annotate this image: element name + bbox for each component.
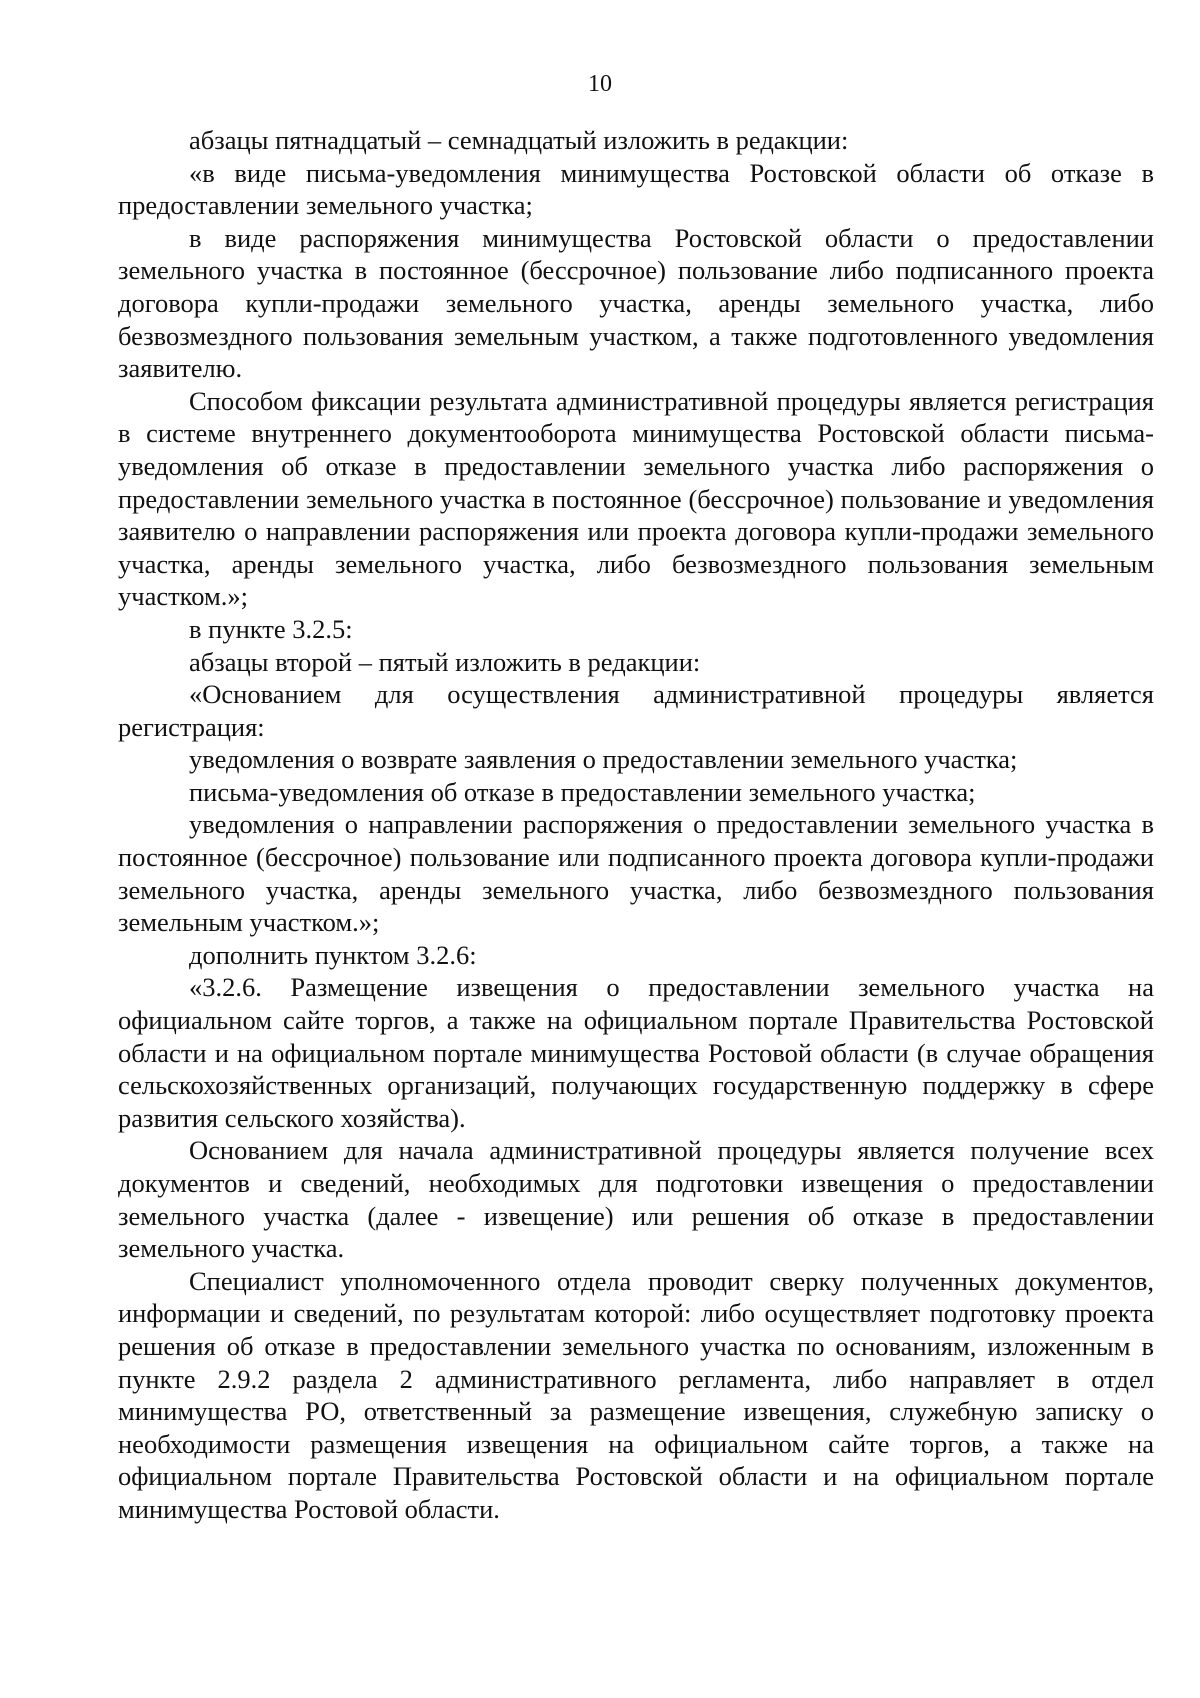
paragraph-8: уведомления о возврате заявления о предоставлении земельного участка;: [189, 744, 1018, 775]
paragraph-9: письма-уведомления об отказе в предоставлении земельного участка;: [189, 776, 976, 807]
paragraph-7: «Основанием для осуществления административной процедуры является регистрация:: [118, 679, 1154, 742]
paragraph-5: в пункте 3.2.5:: [189, 613, 353, 644]
paragraph-11: дополнить пунктом 3.2.6:: [189, 939, 477, 970]
document-body: [118, 124, 1154, 1526]
paragraph-4: Способом фиксации результата административной процедуры является регистрация в системе внутреннего документооборота минимущества Ростовской области письма-уведомления об отказе в предоставлении земельного участка либо распоряжения о предоставлении земельного участка в постоянное (бессрочное) пользование и уведомления заявителю о направлении распоряжения или проекта договора купли-продажи земельного участка, аренды земельного участка, либо безвозмездного пользования земельным участком.»;: [118, 385, 1154, 612]
paragraph-13: Основанием для начала административной процедуры является получение всех документов и сведений, необходимых для подготовки извещения о предоставлении земельного участка (далее - извещение) или решения об отказе в предоставлении земельного участка.: [118, 1135, 1154, 1264]
page-number: 10: [588, 71, 612, 97]
paragraph-12: «3.2.6. Размещение извещения о предоставлении земельного участка на официальном сайте торгов, а также на официальном портале Правительства Ростовской области и на официальном портале минимущества Ростовой области (в случае обращения сельскохозяйственных организаций, получающих государственную поддержку в сфере развития сельского хозяйства).: [118, 972, 1154, 1133]
paragraph-6: абзацы второй – пятый изложить в редакции:: [189, 646, 701, 677]
paragraph-1: абзацы пятнадцатый – семнадцатый изложить в редакции:: [189, 125, 849, 155]
paragraph-14: Специалист уполномоченного отдела проводит сверку полученных документов, информации и сведений, по результатам которой: либо осуществляет подготовку проекта решения об отказе в предоставлении земельного участка по основаниям, изложенным в пункте 2.9.2 раздела 2 административного регламента, либо направляет в отдел минимущества РО, ответственный за размещение извещения, служебную записку о необходимости размещения извещения на официальном сайте торгов, а также на официальном портале Правительства Ростовской области и на официальном портале минимущества Ростовой области.: [118, 1265, 1154, 1524]
paragraph-3: в виде распоряжения минимущества Ростовской области о предоставлении земельного участка в постоянное (бессрочное) пользование либо подписанного проекта договора купли-продажи земельного участка, аренды земельного участка, либо безвозмездного пользования земельным участком, а также подготовленного уведомления заявителю.: [118, 222, 1154, 384]
paragraph-10: уведомления о направлении распоряжения о предоставлении земельного участка в постоянное (бессрочное) пользование или подписанного проекта договора купли-продажи земельного участка, аренды земельного участка, либо безвозмездного пользования земельным участком.»;: [118, 809, 1154, 938]
paragraph-2: «в виде письма-уведомления минимущества Ростовской области об отказе в предоставлении земельного участка;: [118, 157, 1154, 221]
